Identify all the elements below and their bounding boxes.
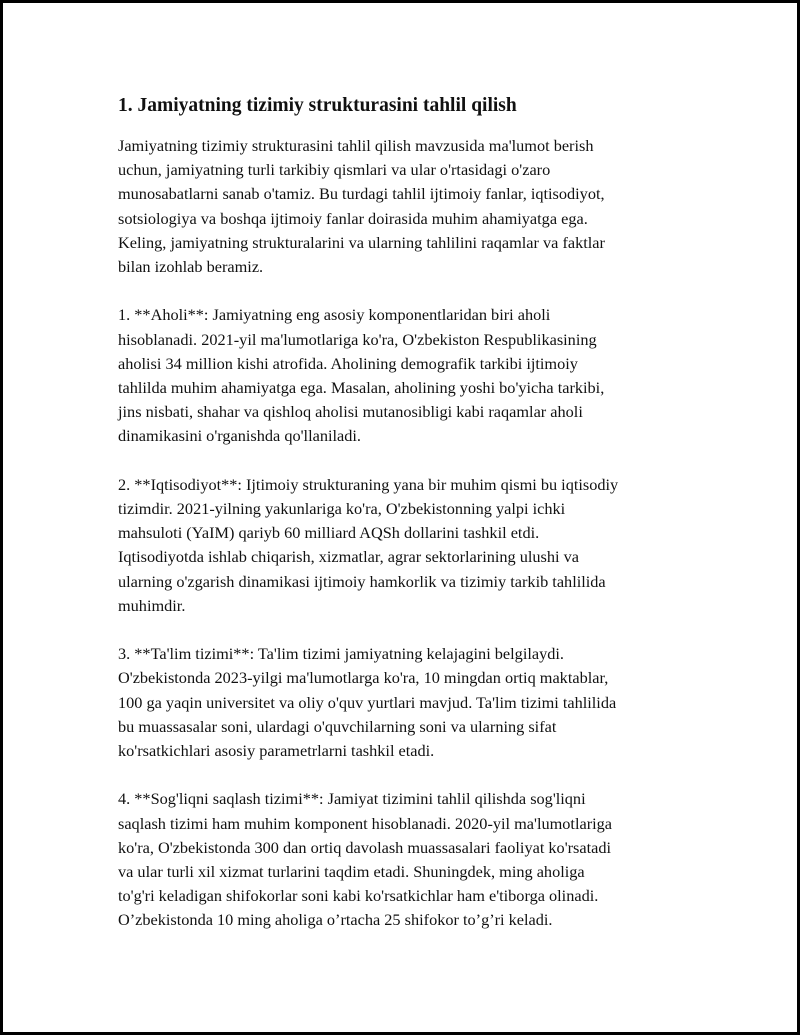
text-line: ularning o'zgarish dinamikasi ijtimoiy hamkorlik va tizimiy tarkib tahlilida [118,571,606,591]
text-line: O’zbekistonda 10 ming aholiga o’rtacha 25 shifokor to’g’ri keladi. [118,910,553,930]
text-line: 4. **Sog'liqni saqlash tizimi**: Jamiyat tizimini tahlil qilishda sog'liqni [118,789,586,809]
text-line: mahsuloti (YaIM) qariyb 60 milliard AQSh dollarini tashkil etdi. [118,523,540,543]
text-line: ko'rsatkichlari asosiy parametrlarni tashkil etadi. [118,741,435,761]
text-line: va ular turli xil xizmat turlarini taqdim etadi. Shuningdek, ming aholiga [118,862,585,882]
text-line: bu muassasalar soni, ulardagi o'quvchilarning soni va ularning sifat [118,716,557,736]
text-line: sotsiologiya va boshqa ijtimoiy fanlar doirasida muhim ahamiyatga ega. [118,208,588,228]
paragraph-aholi [118,303,688,448]
text-line: to'g'ri keladigan shifokorlar soni kabi ko'rsatkichlar ham e'tiborga olinadi. [118,886,599,906]
text-line: muhimdir. [118,595,186,615]
text-line: ko'ra, O'zbekistonda 300 dan ortiq davolash muassasalari faoliyat ko'rsatadi [118,837,612,857]
text-line: bilan izohlab beramiz. [118,257,264,277]
text-line: 100 ga yaqin universitet va oliy o'quv yurtlari mavjud. Ta'lim tizimi tahlilida [118,692,617,712]
document-body [118,94,688,957]
text-line: tahlilda muhim ahamiyatga ega. Masalan, aholining yoshi bo'yicha tarkibi, [118,378,605,398]
text-line: Iqtisodiyotda ishlab chiqarish, xizmatlar, agrar sektorlarining ulushi va [118,547,579,567]
text-line: Jamiyatning tizimiy strukturasini tahlil qilish mavzusida ma'lumot berish [118,136,594,155]
text-line: uchun, jamiyatning turli tarkibiy qismlari va ular o'rtasidagi o'zaro [118,160,551,180]
text-line: Keling, jamiyatning strukturalarini va ularning tahlilini raqamlar va faktlar [118,232,605,252]
text-line: aholisi 34 million kishi atrofida. Aholining demografik tarkibi ijtimoiy [118,353,578,373]
text-line: dinamikasini o'rganishda qo'llaniladi. [118,426,361,446]
paragraph-soglik [118,787,688,932]
text-line: jins nisbati, shahar va qishloq aholisi mutanosibligi kabi raqamlar aholi [118,402,583,422]
text-line: 3. **Ta'lim tizimi**: Ta'lim tizimi jamiyatning kelajagini belgilaydi. [118,644,564,664]
text-line: saqlash tizimi ham muhim komponent hisoblanadi. 2020-yil ma'lumotlariga [118,813,613,833]
text-line: munosabatlarni sanab o'tamiz. Bu turdagi tahlil ijtimoiy fanlar, iqtisodiyot, [118,184,605,204]
paragraph-iqtisodiyot [118,473,688,618]
text-line: O'zbekistonda 2023-yilgi ma'lumotlarga ko'ra, 10 mingdan ortiq maktablar, [118,668,609,688]
paragraph-talim [118,642,688,763]
text-line: tizimdir. 2021-yilning yakunlariga ko'ra, O'zbekistonning yalpi ichki [118,499,566,519]
text-line: 1. **Aholi**: Jamiyatning eng asosiy komponentlaridan biri aholi [118,305,551,325]
text-line: 2. **Iqtisodiyot**: Ijtimoiy strukturaning yana bir muhim qismi bu iqtisodiy [118,474,619,494]
document-title: 1. Jamiyatning tizimiy strukturasini tahlil qilish [118,95,517,116]
text-line: hisoblanadi. 2021-yil ma'lumotlariga ko'ra, O'zbekiston Respublikasining [118,329,597,349]
paragraph-intro [118,134,688,279]
